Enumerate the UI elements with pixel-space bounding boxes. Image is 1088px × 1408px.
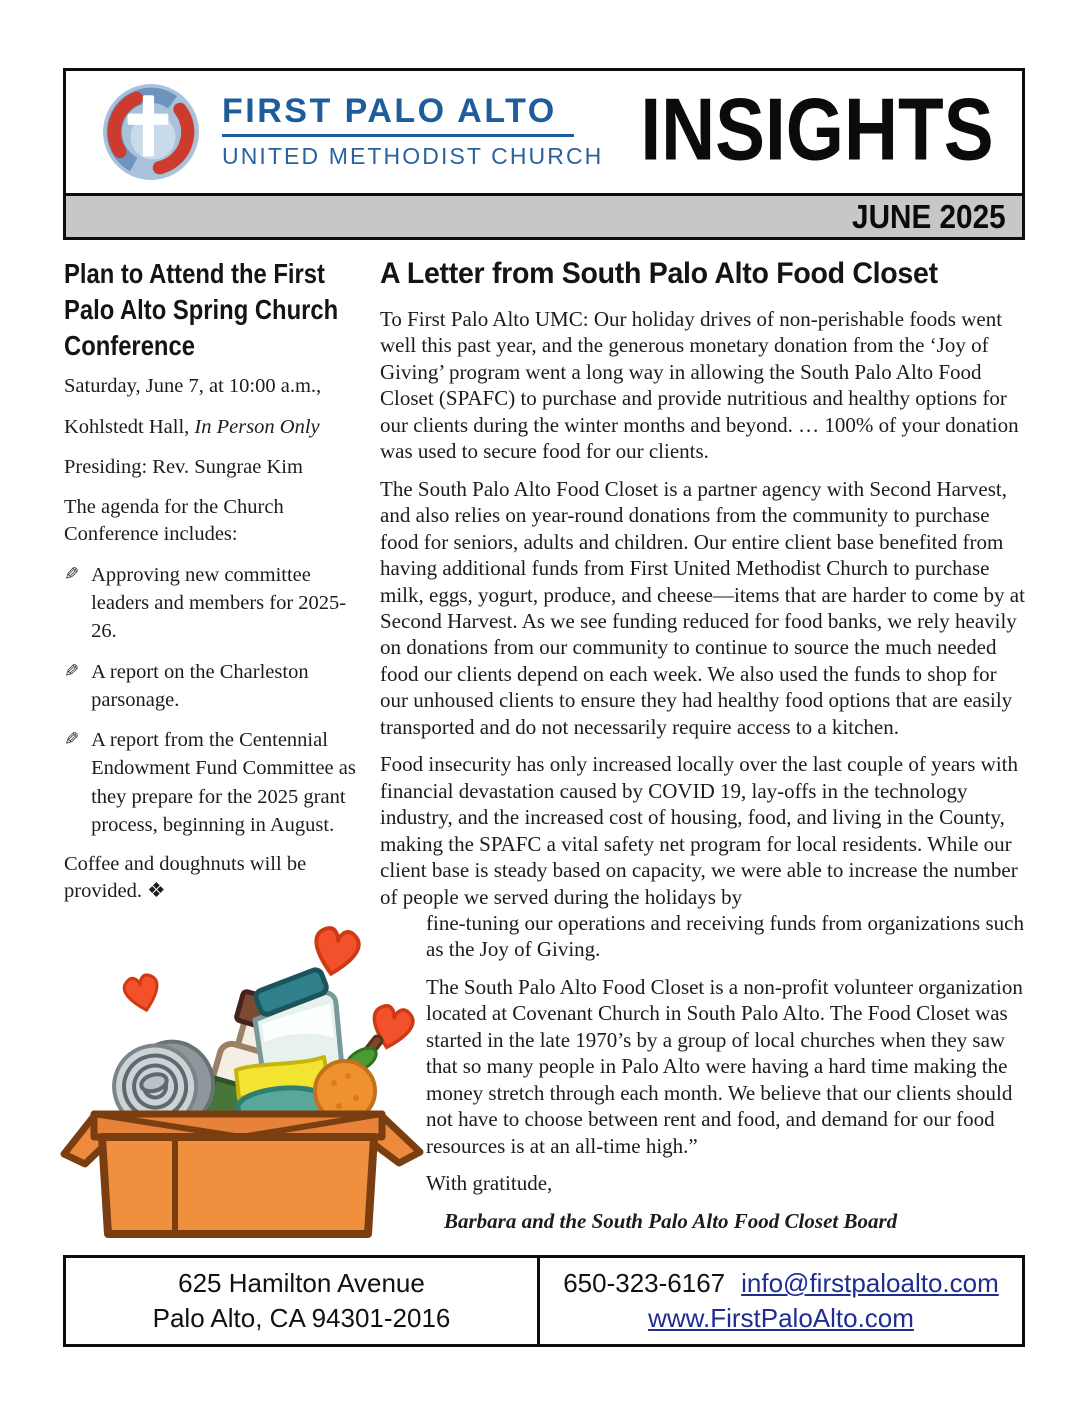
phone-email-line — [563, 1266, 999, 1301]
agenda-intro: The agenda for the Church Conference includes: — [64, 495, 284, 545]
article-closing: With gratitude, — [426, 1171, 553, 1196]
church-name — [222, 91, 604, 171]
logo-divider — [222, 134, 574, 137]
address-line1: 625 Hamilton Avenue — [178, 1267, 425, 1298]
issue-date-bar — [63, 193, 1025, 240]
masthead-banner — [63, 68, 1025, 196]
paragraph-text-wrapped: fine-tuning our operations and receiving funds from organizations such as the Joy of Giving. — [426, 910, 1024, 962]
list-item — [64, 658, 364, 715]
article-paragraph: The South Palo Alto Food Closet is a non-profit volunteer organization located at Covenant Church in South Palo Alto. The Food Closet was started in the late 1970’s by a group of local churches when they saw that so many people in Palo Alto were having a hard time making the money stretch through each month. We believe that our clients should not have to choose between rent and food, and demand for our food resources is at an all-time high.” — [426, 974, 1023, 1158]
church-name-line1: FIRST PALO ALTO — [222, 91, 557, 130]
conference-presiding: Presiding: Rev. Sungrae Kim — [64, 455, 303, 478]
donation-box-illustration — [58, 908, 432, 1253]
contact-cell — [540, 1258, 1022, 1344]
agenda-item-text: A report on the Charleston parsonage. — [91, 660, 309, 711]
newsletter-title: INSIGHTS — [640, 79, 994, 179]
pencil-bullet-icon: ✎ — [64, 660, 80, 682]
cardboard-box-icon — [64, 1114, 420, 1234]
contact-footer — [63, 1255, 1025, 1347]
conference-date: Saturday, June 7, at 10:00 a.m., — [64, 375, 322, 398]
phone-number: 650-323-6167 — [563, 1267, 726, 1298]
left-column — [64, 256, 364, 918]
article-signature: Barbara and the South Palo Alto Food Closet Board — [444, 1208, 898, 1233]
church-name-line2: UNITED METHODIST CHURCH — [222, 143, 604, 170]
website-line — [648, 1301, 914, 1336]
pencil-bullet-icon: ✎ — [64, 729, 80, 751]
issue-date: JUNE 2025 — [852, 197, 1006, 235]
address-cell — [66, 1258, 540, 1344]
article-paragraph — [380, 751, 1028, 963]
pencil-bullet-icon: ✎ — [64, 563, 80, 585]
email-link[interactable]: info@firstpaloalto.com — [741, 1267, 999, 1298]
agenda-item-text: Approving new committee leaders and members for 2025-26. — [91, 563, 347, 643]
article-paragraph: To First Palo Alto UMC: Our holiday drives of non-perishable foods went well this past year, and the generous monetary donation from the ‘Joy of Giving’ program went a long way in allowing the South Palo Alto Food Closet (SPAFC) to purchase and provide nutritious and healthy options for our clients during the winter months and beyond. … 100% of your donation was used to secure food for our clients. — [380, 307, 1019, 464]
list-item — [64, 726, 364, 839]
article-heading: A Letter from South Palo Alto Food Closet — [380, 257, 938, 290]
article-paragraph: The South Palo Alto Food Closet is a partner agency with Second Harvest, and also relies on year-round donations from the community to purchase food for seniors, adults and children. Our entire client base benefited from having additional funds from First United Methodist Church to purchase milk, eggs, yogurt, produce, and cheese—items that are harder to come by at Second Harvest. As we see funding reduced for food banks, we rely heavily on donations from our community to continue to source the much needed food our clients depend on each week. We also used the funds to shop for our unhoused clients to ensure they had healthy food options that are easily transported and do not necessarily require access to a kitchen. — [380, 476, 1025, 739]
church-logo-icon — [100, 81, 202, 183]
list-item — [64, 561, 364, 646]
location-text: Kohlstedt Hall, — [64, 415, 195, 438]
website-link[interactable]: www.FirstPaloAlto.com — [648, 1303, 914, 1333]
conference-location — [64, 414, 364, 441]
address-line2: Palo Alto, CA 94301-2016 — [152, 1303, 451, 1333]
paragraph-text: Food insecurity has only increased locally over the last couple of years with financial devastation caused by COVID 19, lay-offs in the technology industry, and the increased cost of housing, food, and living in the County, making the SPAFC a vital safety net program for local residents. While our client base is steady based on capacity, we were able to increase the number of people we served during the holidays by — [380, 752, 1018, 909]
conference-heading: Plan to Attend the First Palo Alto Spring Church Conference — [64, 258, 339, 361]
article-column — [380, 256, 1028, 1245]
location-note: In Person Only — [194, 415, 320, 438]
agenda-list — [64, 561, 364, 840]
heart-icon — [122, 973, 162, 1014]
conference-closing: Coffee and doughnuts will be provided. ❖ — [64, 853, 307, 903]
agenda-item-text: A report from the Centennial Endowment Fund Committee as they prepare for the 2025 grant process, beginning in August. — [91, 729, 356, 836]
